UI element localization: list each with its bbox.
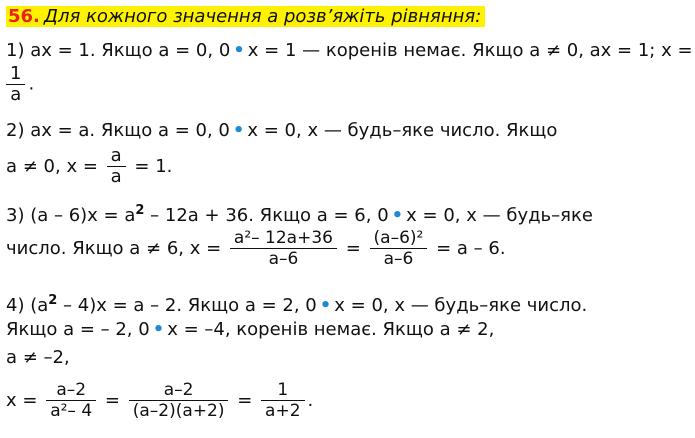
equals-sign: =	[104, 389, 120, 411]
case-4-text-c: x = 0, x — будь–яке число.	[334, 295, 588, 316]
case-3-text-d: число. Якщо a ≠ 6, x =	[6, 237, 222, 259]
exercise-text: Для кожного значення a розв’яжіть рівняння:	[43, 6, 482, 27]
fraction-denominator: a–6	[383, 249, 414, 269]
fraction-numerator: a	[107, 146, 126, 167]
case-1-line-2	[6, 64, 34, 105]
case-1-fraction	[6, 64, 25, 105]
case-2-text-b: x = 0, x — будь–яке число. Якщо	[247, 120, 558, 141]
case-3-line-2	[6, 228, 506, 269]
case-3-line-1	[6, 200, 593, 227]
equals-sign: =	[345, 237, 361, 259]
fraction-numerator: a–2	[129, 380, 229, 401]
case-4-text-f: a ≠ –2,	[6, 347, 70, 368]
case-4-line-3	[6, 347, 70, 369]
multiply-dot: •	[152, 319, 165, 340]
fraction-numerator: a–2	[46, 380, 96, 401]
multiply-dot: •	[233, 40, 245, 61]
multiply-dot: •	[232, 120, 245, 141]
case-4-text-g: x =	[6, 389, 38, 411]
case-4-fraction-1	[46, 380, 96, 421]
case-1-text-b: x = 1 — коренів немає. Якщо a ≠ 0, ax = 1; x =	[247, 40, 693, 61]
case-2-line-2	[6, 146, 172, 187]
case-1-text-a: 1) ax = 1. Якщо a = 0, 0	[6, 40, 231, 61]
case-1-end: .	[28, 73, 35, 95]
fraction-denominator: a+2	[265, 401, 301, 421]
case-2-end: = 1.	[134, 155, 173, 177]
fraction-denominator: a	[110, 166, 122, 187]
fraction-numerator: 1	[6, 64, 25, 85]
equals-sign: =	[237, 389, 253, 411]
fraction-numerator: (a–6)²	[370, 228, 428, 249]
case-4-line-4	[6, 380, 313, 421]
fraction-denominator: a²– 4	[50, 401, 93, 421]
case-4-text-a: 4) (a	[6, 295, 49, 316]
multiply-dot: •	[319, 295, 332, 316]
case-4-text-d: Якщо a = – 2, 0	[6, 319, 150, 340]
case-3-fraction-2	[370, 228, 428, 269]
multiply-dot: •	[391, 205, 404, 226]
case-3-fraction-1	[230, 228, 337, 269]
case-4-line-1	[6, 290, 587, 317]
fraction-numerator: a²– 12a+36	[230, 228, 337, 249]
exercise-title	[6, 6, 485, 28]
case-4-line-2	[6, 319, 494, 341]
case-4-text-e: x = –4, коренів немає. Якщо a ≠ 2,	[167, 319, 495, 340]
case-3-exponent: 2	[135, 203, 145, 218]
case-3-text-a: 3) (a – 6)x = a	[6, 205, 136, 226]
fraction-denominator: a	[10, 84, 22, 105]
exercise-number: 56.	[8, 6, 40, 27]
case-4-end: .	[307, 389, 314, 411]
case-2-text-c: a ≠ 0, x =	[6, 155, 98, 177]
fraction-denominator: (a–2)(a+2)	[132, 401, 225, 421]
fraction-denominator: a–6	[268, 249, 299, 269]
fraction-numerator: 1	[261, 380, 304, 401]
case-2-text-a: 2) ax = a. Якщо a = 0, 0	[6, 120, 230, 141]
case-4-exponent: 2	[48, 293, 58, 308]
case-4-fraction-2	[129, 380, 229, 421]
case-4-fraction-3	[261, 380, 304, 421]
case-2-fraction	[107, 146, 126, 187]
case-3-end: = a – 6.	[436, 237, 506, 259]
case-1-line-1	[6, 40, 693, 62]
title-highlight	[6, 6, 485, 27]
case-4-text-b: – 4)x = a – 2. Якщо a = 2, 0	[63, 295, 317, 316]
case-2-line-1	[6, 120, 557, 142]
case-3-text-c: x = 0, x — будь–яке	[406, 205, 593, 226]
case-3-text-b: – 12a + 36. Якщо a = 6, 0	[150, 205, 389, 226]
